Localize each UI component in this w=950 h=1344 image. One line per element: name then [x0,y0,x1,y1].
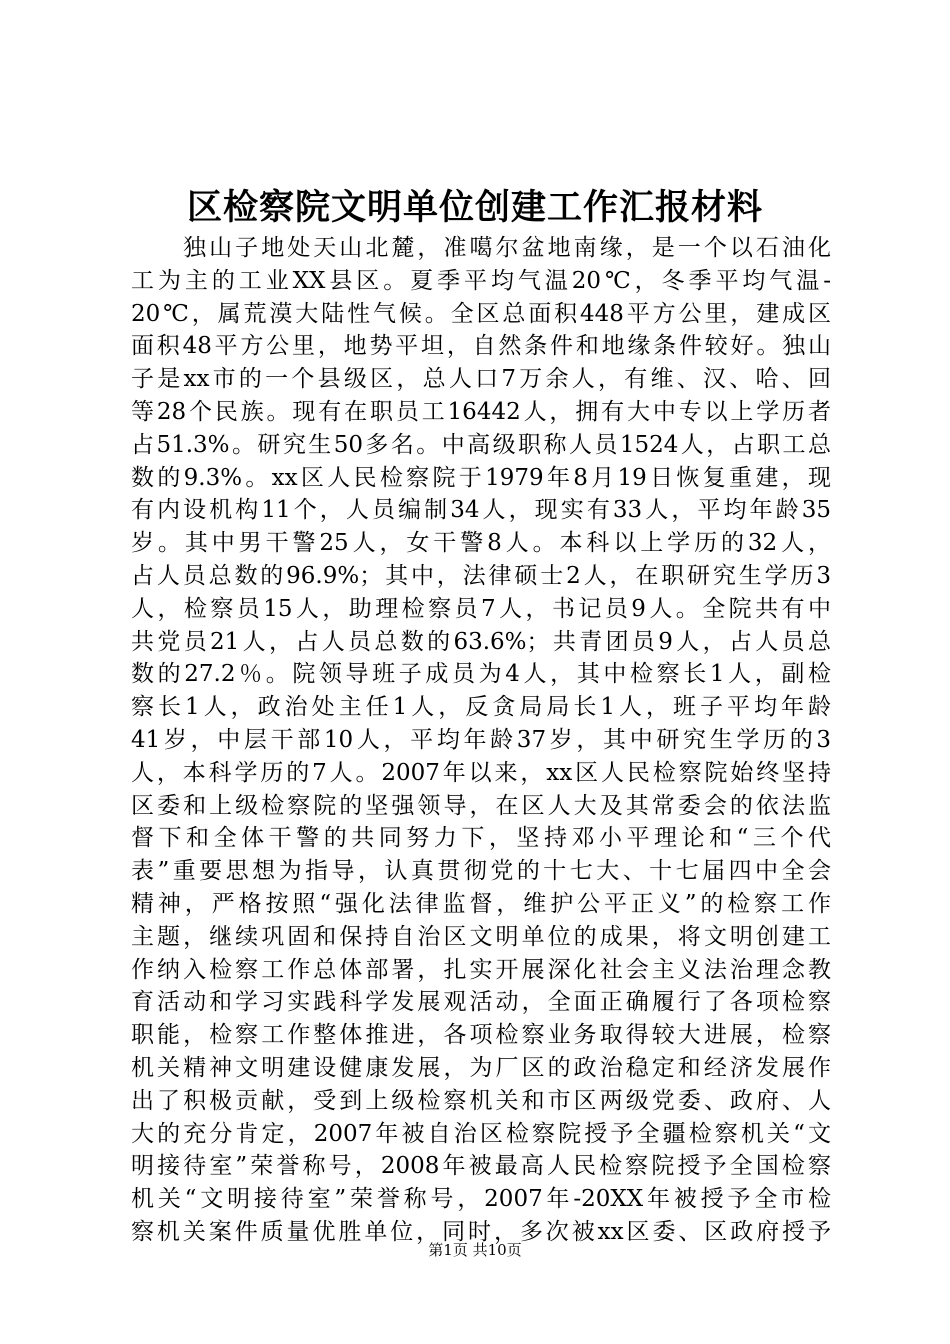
document-title: 区检察院文明单位创建工作汇报材料 [186,187,763,228]
text-line: 占人员总数的96.9%；其中，法律硕士2人，在职研究生学历3 [131,562,831,589]
text-line: 子是xx市的一个县级区，总人口7万余人，有维、汉、哈、回 [131,366,831,393]
text-line: 大的充分肯定，2007年被自治区检察院授予全疆检察机关“文 [131,1120,831,1147]
text-line: 育活动和学习实践科学发展观活动，全面正确履行了各项检察 [131,989,831,1016]
text-line: 主题，继续巩固和保持自治区文明单位的成果，将文明创建工 [131,923,831,950]
text-line: 督下和全体干警的共同努力下，坚持邓小平理论和“三个代 [131,825,831,852]
text-line: 精神，严格按照“强化法律监督，维护公平正义”的检察工作 [131,890,831,917]
text-line: 工为主的工业XX县区。夏季平均气温20℃，冬季平均气温- [131,267,831,294]
text-line: 41岁，中层干部10人，平均年龄37岁，其中研究生学历的3 [131,726,831,753]
text-line: 20℃，属荒漠大陆性气候。全区总面积448平方公里，建成区 [131,300,831,327]
text-line: 明接待室”荣誉称号，2008年被最高人民检察院授予全国检察 [131,1153,831,1180]
text-line: 独山子地处天山北麓，准噶尔盆地南缘，是一个以石油化 [131,235,831,261]
text-line: 等28个民族。现有在职员工16442人，拥有大中专以上学历者 [131,398,831,425]
text-line: 区委和上级检察院的坚强领导，在区人大及其常委会的依法监 [131,792,831,819]
text-line: 面积48平方公里，地势平坦，自然条件和地缘条件较好。独山 [131,333,831,360]
text-line: 占51.3%。研究生50多名。中高级职称人员1524人，占职工总 [131,431,831,458]
text-line: 察机关案件质量优胜单位，同时，多次被xx区委、区政府授予 [131,1218,831,1245]
text-line: 数的9.3%。xx区人民检察院于1979年8月19日恢复重建，现 [131,464,831,491]
page-number-footer: 第1页 共10页 [428,1241,522,1259]
text-line: 岁。其中男干警25人，女干警8人。本科以上学历的32人， [131,530,831,557]
text-line: 职能，检察工作整体推进，各项检察业务取得较大进展，检察 [131,1022,831,1049]
text-line: 人，检察员15人，助理检察员7人，书记员9人。全院共有中 [131,595,831,622]
text-line: 察长1人，政治处主任1人，反贪局局长1人，班子平均年龄 [131,694,831,721]
text-line: 共党员21人，占人员总数的63.6%；共青团员9人，占人员总 [131,628,831,655]
text-line: 机关“文明接待室”荣誉称号，2007年-20XX年被授予全市检 [131,1186,831,1213]
text-line: 数的27.2％。院领导班子成员为4人，其中检察长1人，副检 [131,661,831,688]
text-line: 机关精神文明建设健康发展，为厂区的政治稳定和经济发展作 [131,1054,831,1081]
text-line: 有内设机构11个，人员编制34人，现实有33人，平均年龄35 [131,497,831,524]
text-line: 表”重要思想为指导，认真贯彻党的十七大、十七届四中全会 [131,858,831,885]
text-line: 作纳入检察工作总体部署，扎实开展深化社会主义法治理念教 [131,956,831,983]
text-line: 出了积极贡献，受到上级检察机关和市区两级党委、政府、人 [131,1087,831,1114]
body-paragraph [131,232,831,1249]
text-line: 人，本科学历的7人。2007年以来，xx区人民检察院始终坚持 [131,759,831,786]
